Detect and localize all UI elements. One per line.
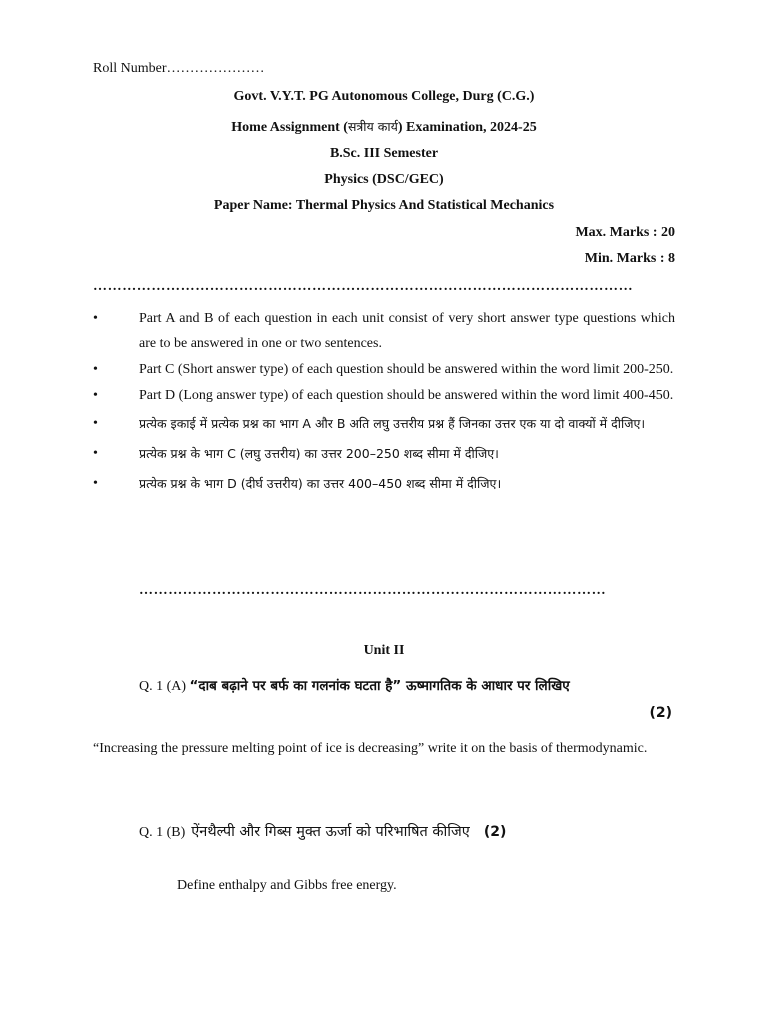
question-1b — [139, 821, 506, 841]
exam-title-hindi: सत्रीय कार्य — [347, 119, 398, 134]
question-1a-marks: (2) — [649, 705, 672, 721]
question-1a-english: “Increasing the pressure melting point of ice is decreasing” write it on the basis of thermodynamic. — [93, 741, 648, 756]
instruction-item — [93, 439, 675, 468]
paper-name: Paper Name: Thermal Physics And Statistical Mechanics — [213, 198, 555, 213]
question-1a-hindi: “दाब बढ़ाने पर बर्फ का गलनांक घटता है” ऊष्मागतिक के आधार पर लिखिए — [189, 678, 570, 694]
bullet-icon: • — [93, 362, 98, 377]
instruction-item — [93, 357, 675, 382]
bullet-icon: • — [93, 416, 98, 431]
exam-title-prefix: Home Assignment ( — [231, 120, 348, 135]
separator-top: ………………………………………………………………………………………………… — [93, 279, 634, 294]
instruction-text: प्रत्येक इकाई में प्रत्येक प्रश्न का भाग A और B अति लघु उत्तरीय प्रश्न हैं जिनका उत्तर एक या दो वाक्यों में दीजिए। — [139, 416, 646, 431]
bullet-icon: • — [93, 446, 98, 461]
instruction-item — [93, 306, 675, 356]
instruction-item — [93, 409, 675, 438]
question-1b-hindi: ऐंनथैल्पी और गिब्स मुक्त ऊर्जा को परिभाषित कीजिए — [191, 824, 470, 840]
instruction-text: Part D (Long answer type) of each question should be answered within the word limit 400-450. — [139, 388, 674, 403]
instruction-text: प्रत्येक प्रश्न के भाग C (लघु उत्तरीय) का उत्तर 200–250 शब्द सीमा में दीजिए। — [139, 446, 499, 461]
question-1a — [139, 676, 570, 695]
question-1b-label: Q. 1 (B) — [139, 825, 186, 840]
question-1b-marks: (2) — [483, 824, 507, 840]
roll-number: Roll Number………………… — [93, 61, 265, 76]
exam-title-suffix: ) Examination, 2024-25 — [397, 120, 537, 135]
bullet-icon: • — [93, 388, 98, 403]
instruction-text: प्रत्येक प्रश्न के भाग D (दीर्घ उत्तरीय) का उत्तर 400–450 शब्द सीमा में दीजिए। — [139, 476, 502, 491]
instruction-item — [93, 469, 675, 498]
question-1a-label: Q. 1 (A) — [139, 679, 190, 694]
separator-bottom: …………………………………………………………………………………… — [139, 583, 607, 598]
instruction-text: Part A and B of each question in each unit consist of very short answer type questions which are to be answered in one or two sentences. — [139, 311, 675, 351]
question-1b-english: Define enthalpy and Gibbs free energy. — [177, 878, 397, 893]
college-name: Govt. V.Y.T. PG Autonomous College, Durg (C.G.) — [233, 89, 535, 104]
instruction-text: Part C (Short answer type) of each question should be answered within the word limit 200-250. — [139, 362, 674, 377]
min-marks: Min. Marks : 8 — [584, 251, 675, 266]
instruction-item — [93, 383, 675, 408]
bullet-icon: • — [93, 476, 98, 491]
unit-title: Unit II — [363, 643, 405, 658]
bullet-icon: • — [93, 311, 98, 326]
instructions-list — [93, 306, 675, 499]
semester: B.Sc. III Semester — [329, 146, 439, 161]
exam-title — [0, 118, 768, 136]
subject: Physics (DSC/GEC) — [324, 172, 444, 187]
max-marks: Max. Marks : 20 — [575, 225, 675, 240]
